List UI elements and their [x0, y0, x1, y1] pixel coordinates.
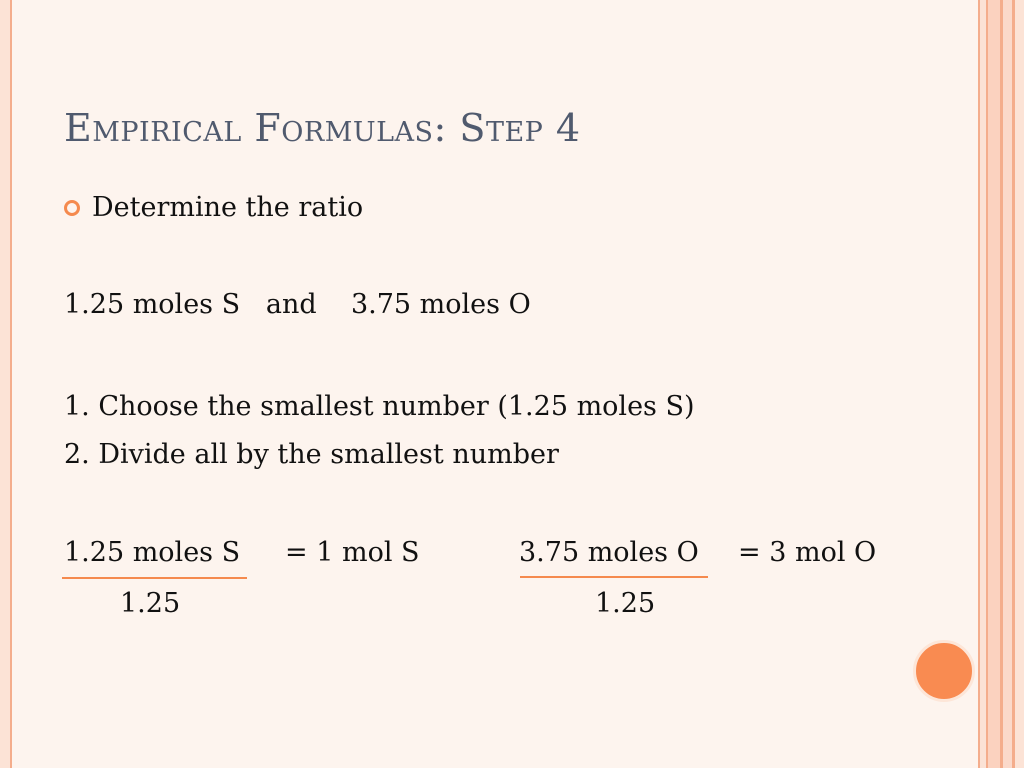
fraction-o-denominator: 1.25: [595, 588, 656, 619]
bullet-text: Determine the ratio: [92, 192, 364, 223]
step-2-text: 2. Divide all by the smallest number: [64, 439, 559, 470]
fraction-s-bar: [62, 577, 247, 579]
step-1-text: 1. Choose the smallest number (1.25 moles S): [64, 391, 695, 422]
moles-line: 1.25 moles S and 3.75 moles O: [64, 289, 531, 320]
slide-title: Empirical Formulas: Step 4: [64, 106, 581, 150]
fraction-o-bar: [520, 576, 708, 578]
right-stripes-decoration: [978, 0, 1024, 768]
fraction-s-numerator: 1.25 moles S: [64, 537, 241, 568]
fraction-s-result: = 1 mol S: [285, 537, 420, 568]
fraction-s-denominator: 1.25: [120, 588, 181, 619]
orange-circle-decoration: [913, 640, 975, 702]
ring-bullet-icon: [64, 200, 80, 216]
fraction-o-result: = 3 mol O: [738, 537, 877, 568]
left-border-decoration: [0, 0, 12, 768]
fraction-o-numerator: 3.75 moles O: [519, 537, 699, 568]
